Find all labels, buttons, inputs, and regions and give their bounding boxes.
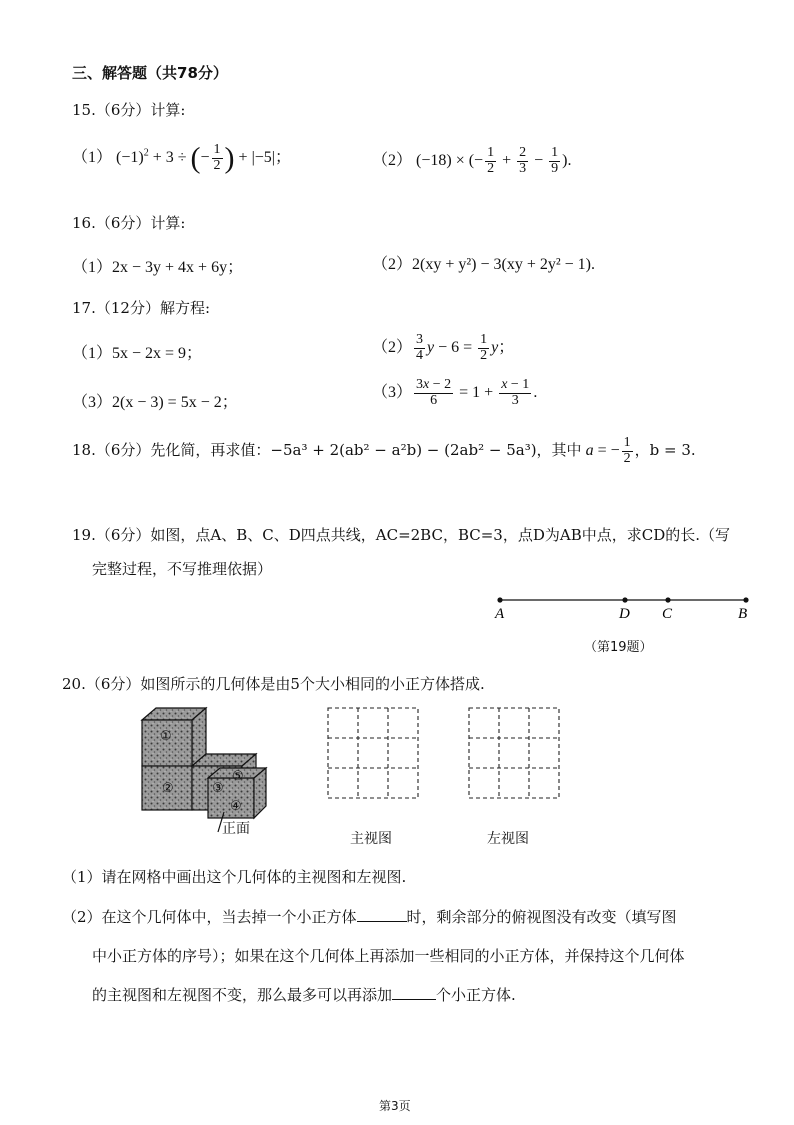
q20-left-view-grid[interactable]	[468, 707, 562, 801]
q16-heading: 16.（6分）计算:	[72, 214, 186, 232]
label-c: C	[662, 606, 673, 622]
q20-sub2-line1: （2）在这个几何体中，当去掉一个小正方体 时，剩余部分的俯视图没有改变（填写图	[62, 908, 677, 926]
cube-number-3: ③	[212, 781, 224, 796]
q20-front-view-label: 主视图	[350, 831, 392, 847]
q16-part2: （2）2(xy + y²) − 3(xy + 2y² − 1).	[372, 256, 596, 273]
q20-front-view-grid[interactable]	[327, 707, 421, 801]
q20-sub2-line3: 的主视图和左视图不变，那么最多可以再添加 个小正方体.	[92, 986, 516, 1004]
cube-number-1: ①	[160, 729, 172, 744]
q19-caption: （第19题）	[584, 640, 653, 655]
label-a: A	[495, 606, 505, 622]
page-number: 第3页	[379, 1099, 411, 1113]
q20-heading: 20.（6分）如图所示的几何体是由5个大小相同的小正方体搭成.	[62, 675, 485, 693]
q20-front-label: 正面	[222, 821, 250, 837]
q19-line1: 19.（6分）如图，点A、B、C、D四点共线，AC=2BC，BC=3，点D为AB中点，求CD的长.（写	[72, 526, 731, 544]
answer-blank-1[interactable]	[357, 907, 407, 922]
label-b: B	[738, 606, 748, 622]
q19-line-figure	[490, 588, 760, 628]
q20-sub1: （1）请在网格中画出这个几何体的主视图和左视图.	[62, 868, 407, 886]
q15-heading: 15.（6分）计算:	[72, 101, 186, 119]
q17-part1: （1）5x − 2x = 9；	[72, 345, 203, 362]
q19-line2: 完整过程，不写推理依据）	[92, 560, 273, 578]
q15-part2: （2） (−18) × (− $\frac{1}{2}$ + $\frac{2}{3}$ − $\frac{1}{9}$ ).	[372, 145, 572, 176]
section-title: 三、解答题（共78分）	[72, 64, 228, 82]
answer-blank-2[interactable]	[392, 985, 436, 1000]
q20-cube-figure	[132, 700, 282, 840]
q18-text: 18.（6分）先化简，再求值：−5a³ + 2(ab² − a²b) − (2ab² − 5a³)，其中 a = − $\frac{1}{2}$ ，b = 3.	[72, 435, 696, 466]
q15-part1: （1） $(-1)^2 + 3$ ÷ (− $\frac{1}{2}$ ) + |−5|；	[72, 141, 292, 175]
q17-heading: 17.（12分）解方程:	[72, 299, 210, 317]
cube-number-5: ⑤	[232, 769, 244, 784]
q20-left-view-label: 左视图	[487, 831, 529, 847]
label-d: D	[619, 606, 630, 622]
q20-sub2-line2: 中小正方体的序号）；如果在这个几何体上再添加一些相同的小正方体，并保持这个几何体	[92, 947, 685, 965]
point-b	[743, 597, 748, 602]
q16-part1: （1）2x − 3y + 4x + 6y；	[72, 259, 244, 276]
point-d	[622, 597, 627, 602]
q17-part4: （3） $\frac{3x - 2}{6}$ = 1 + $\frac{x - 1}{3}$ .	[372, 377, 538, 408]
point-c	[665, 597, 670, 602]
point-a	[497, 597, 502, 602]
q17-part3: （3）2(x − 3) = 5x − 2；	[72, 394, 238, 411]
cube-number-2: ②	[162, 781, 174, 796]
cube-number-4: ④	[230, 799, 242, 814]
q17-part2: （2） $\frac{3}{4}$ y − 6 = $\frac{1}{2}$ y；	[372, 332, 515, 363]
